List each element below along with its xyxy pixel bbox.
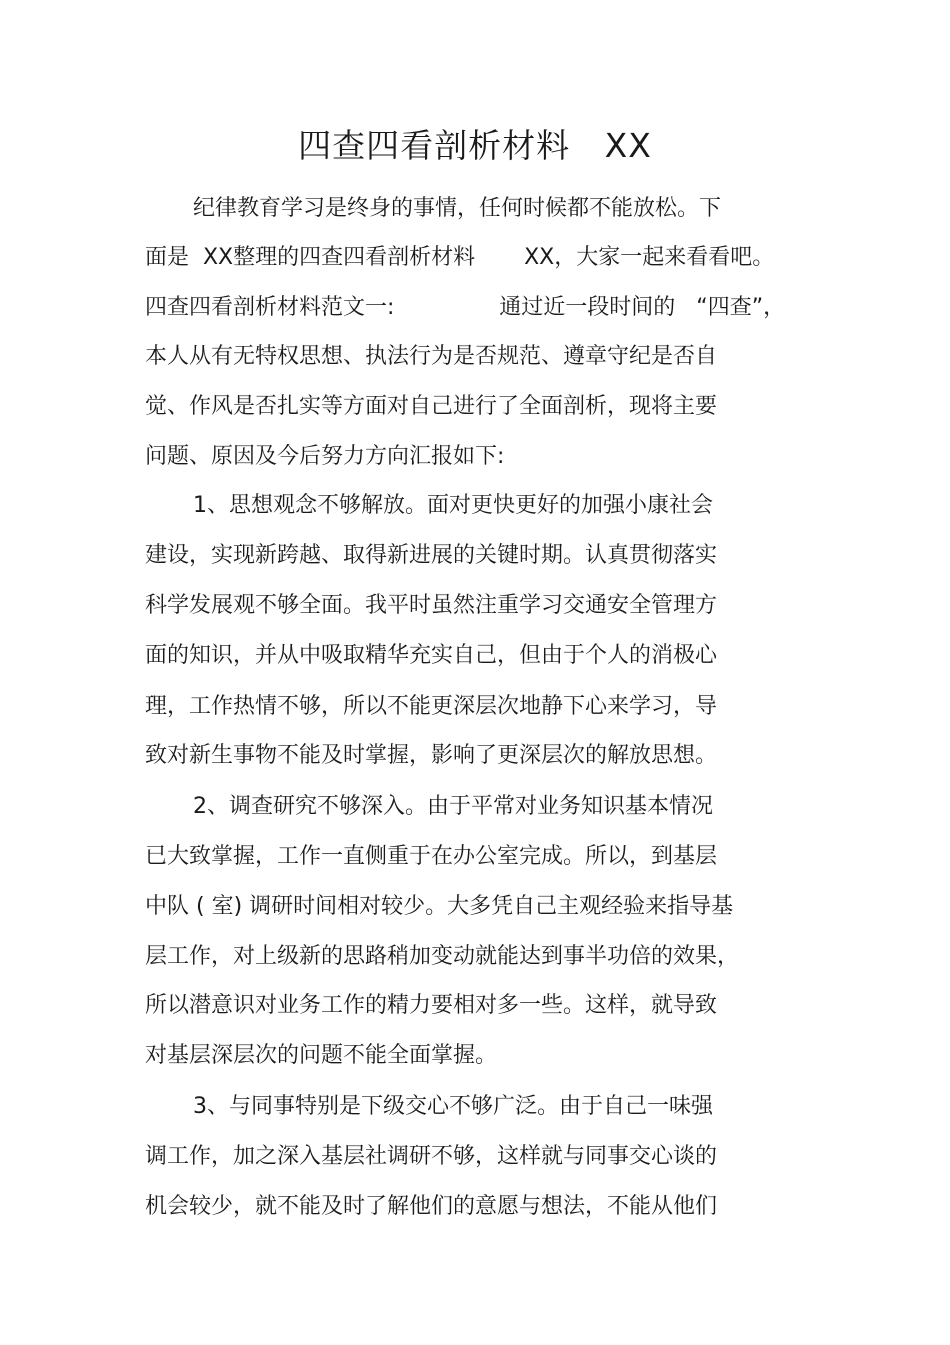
text-line: 觉、作风是否扎实等方面对自己进行了全面剖析，现将主要: [145, 394, 718, 419]
text-line: 机会较少，就不能及时了解他们的意愿与想法，不能从他们: [145, 1194, 718, 1219]
text-line: 3、与同事特别是下级交心不够广泛。由于自己一味强: [193, 1094, 713, 1119]
text-line: 1、思想观念不够解放。面对更快更好的加强小康社会: [193, 493, 713, 518]
text-line: 理，工作热情不够，所以不能更深层次地静下心来学习，导: [145, 694, 718, 719]
text-line: 调工作，加之深入基层社调研不够，这样就与同事交心谈的: [145, 1144, 718, 1169]
text-line: 四查四看剖析材料范文一: 通过近一段时间的 “四查”，: [145, 295, 786, 320]
text-line: 建设，实现新跨越、取得新进展的关键时期。认真贯彻落实: [145, 543, 718, 568]
document-title: 四查四看剖析材料 XX: [298, 126, 652, 165]
text-line: 已大致掌握，工作一直侧重于在办公室完成。所以，到基层: [145, 844, 718, 869]
text-line: 面是 XX整理的四查四看剖析材料 XX，大家一起来看看吧。: [145, 245, 775, 270]
text-line: 本人从有无特权思想、执法行为是否规范、遵章守纪是否自: [145, 344, 718, 369]
text-line: 问题、原因及今后努力方向汇报如下:: [145, 444, 505, 469]
text-line: 中队 ( 室) 调研时间相对较少。大多凭自己主观经验来指导基: [145, 894, 734, 919]
text-line: 对基层深层次的问题不能全面掌握。: [145, 1043, 498, 1068]
text-line: 纪律教育学习是终身的事情，任何时候都不能放松。下: [193, 196, 722, 221]
text-line: 科学发展观不够全面。我平时虽然注重学习交通安全管理方: [145, 593, 718, 618]
text-line: 层工作，对上级新的思路稍加变动就能达到事半功倍的效果，: [145, 944, 740, 969]
text-line: 面的知识，并从中吸取精华充实自己，但由于个人的消极心: [145, 643, 718, 668]
text-line: 致对新生事物不能及时掌握，影响了更深层次的解放思想。: [145, 743, 718, 768]
text-line: 2、调查研究不够深入。由于平常对业务知识基本情况: [193, 794, 713, 819]
text-line: 所以潜意识对业务工作的精力要相对多一些。这样，就导致: [145, 993, 718, 1018]
